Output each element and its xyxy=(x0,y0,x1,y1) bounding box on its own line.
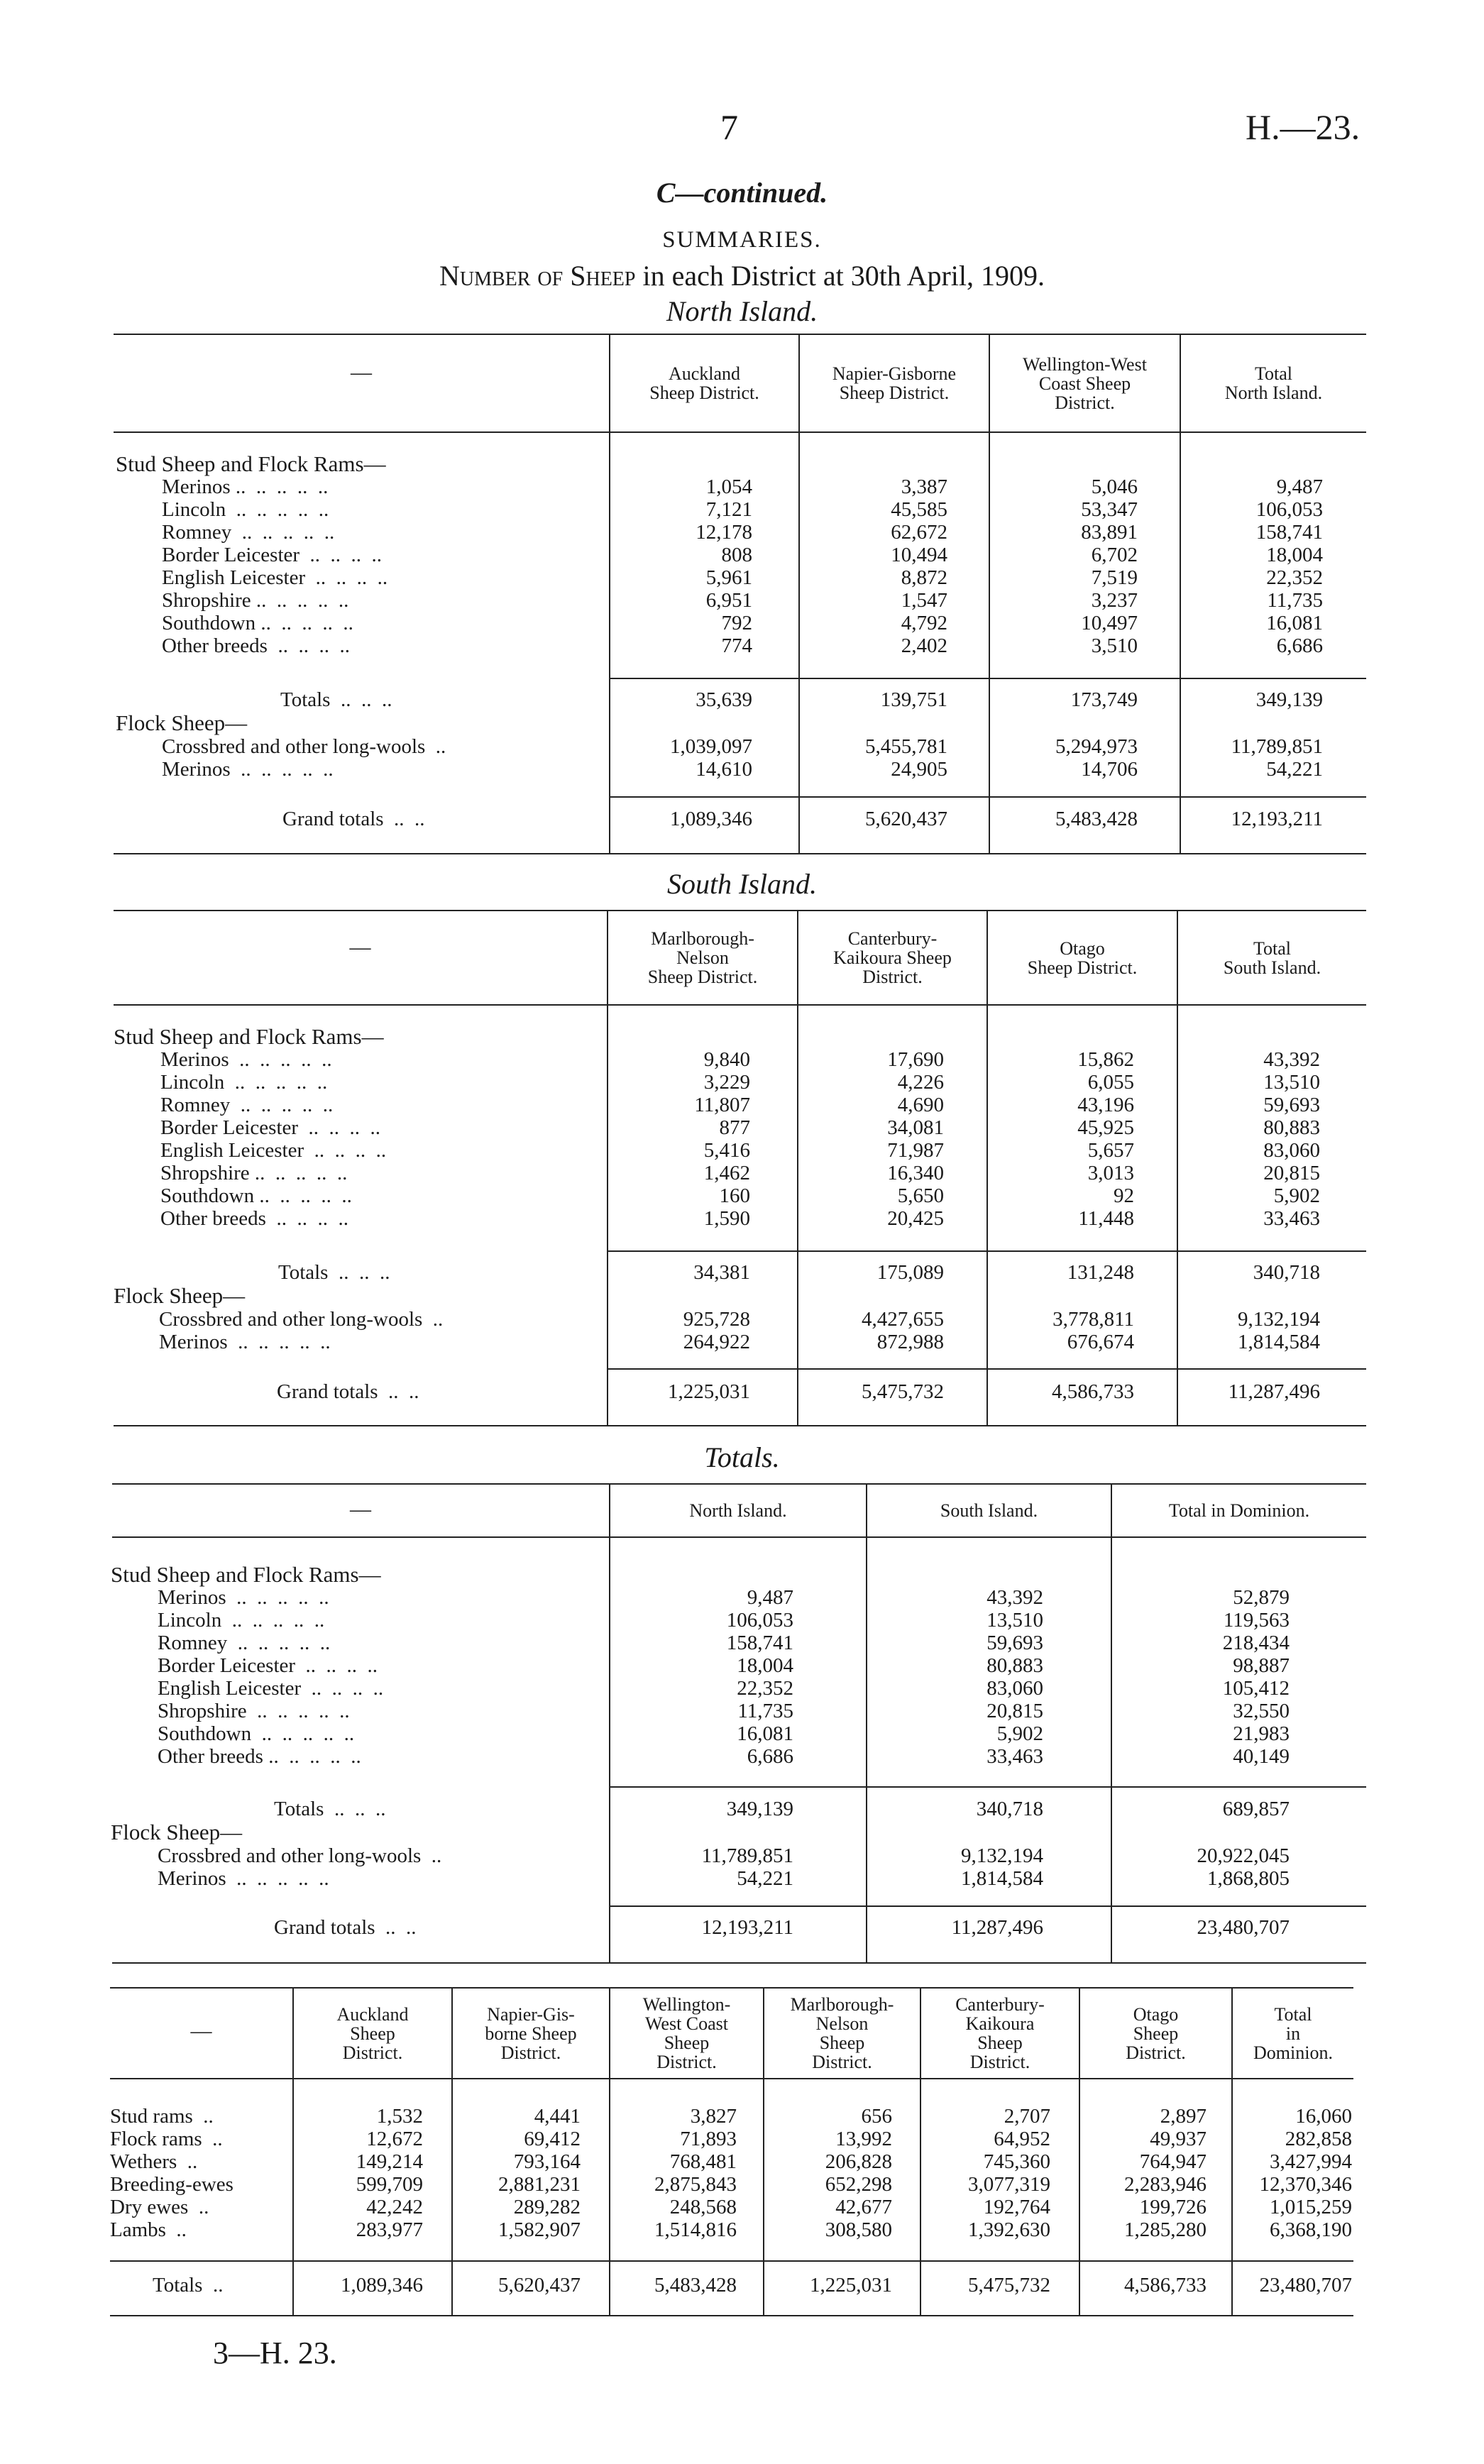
cell: 3,229 xyxy=(703,1071,750,1094)
cell: 5,483,428 xyxy=(1055,808,1138,830)
row-label: Wethers .. xyxy=(110,2150,198,2173)
south-flock-heading: Flock Sheep— xyxy=(114,1283,246,1308)
row-label: Other breeds .. .. .. .. xyxy=(162,634,350,657)
row-label: Merinos .. .. .. .. .. xyxy=(158,1586,329,1609)
cell: 149,214 xyxy=(356,2150,423,2173)
cell: 43,392 xyxy=(1263,1048,1320,1071)
row-label: Southdown .. .. .. .. .. xyxy=(158,1722,355,1745)
row-label: Crossbred and other long-wools .. xyxy=(159,1308,444,1331)
cell: 192,764 xyxy=(983,2196,1050,2218)
row-label: English Leicester .. .. .. .. xyxy=(160,1139,387,1162)
row-label: Crossbred and other long-wools .. xyxy=(158,1844,442,1867)
cell: 792 xyxy=(721,612,752,634)
cell: 33,463 xyxy=(986,1745,1043,1768)
north-stud-heading: Stud Sheep and Flock Rams— xyxy=(116,451,386,476)
dominion-header-wellington: Wellington- West Coast Sheep District. xyxy=(642,1994,731,2072)
cell: 11,287,496 xyxy=(1228,1380,1320,1403)
dominion-blank-header: — xyxy=(190,2019,212,2042)
cell: 23,480,707 xyxy=(1197,1916,1290,1939)
row-label: Merinos .. .. .. .. .. xyxy=(160,1048,332,1071)
cell: 4,226 xyxy=(897,1071,944,1094)
cell: 340,718 xyxy=(976,1798,1043,1820)
cell: 106,053 xyxy=(726,1609,793,1632)
cell: 62,672 xyxy=(891,521,947,544)
cell: 14,706 xyxy=(1081,758,1138,781)
row-label: Totals .. .. .. xyxy=(278,1261,390,1284)
cell: 64,952 xyxy=(994,2128,1050,2150)
cell: 12,178 xyxy=(696,521,752,544)
cell: 5,416 xyxy=(703,1139,750,1162)
south-blank-header: — xyxy=(349,935,371,959)
cell: 16,081 xyxy=(1266,612,1323,634)
row-label: Grand totals .. .. xyxy=(277,1380,419,1403)
cell: 11,807 xyxy=(694,1094,750,1116)
totals-flock-heading: Flock Sheep— xyxy=(111,1820,243,1844)
cell: 289,282 xyxy=(513,2196,581,2218)
summaries-heading: SUMMARIES. xyxy=(662,227,822,253)
row-label: Other breeds .. .. .. .. xyxy=(160,1207,348,1230)
cell: 764,947 xyxy=(1139,2150,1207,2173)
cell: 34,081 xyxy=(887,1116,944,1139)
row-label: Southdown .. .. .. .. .. xyxy=(160,1184,352,1207)
cell: 349,139 xyxy=(1255,688,1323,711)
cell: 1,392,630 xyxy=(968,2218,1050,2241)
cell: 1,039,097 xyxy=(670,735,752,758)
cell: 652,298 xyxy=(825,2173,892,2196)
cell: 20,815 xyxy=(1263,1162,1320,1184)
cell: 21,983 xyxy=(1233,1722,1290,1745)
cell: 206,828 xyxy=(825,2150,892,2173)
row-label: Romney .. .. .. .. .. xyxy=(160,1094,334,1116)
dominion-header-auckland: Auckland Sheep District. xyxy=(336,2003,409,2063)
cell: 35,639 xyxy=(696,688,752,711)
totals-blank-header: — xyxy=(350,1497,371,1521)
cell: 12,193,211 xyxy=(1231,808,1323,830)
cell: 4,690 xyxy=(897,1094,944,1116)
cell: 13,510 xyxy=(986,1609,1043,1632)
cell: 4,427,655 xyxy=(862,1308,944,1331)
cell: 18,004 xyxy=(1266,544,1323,566)
dominion-header-marlborough: Marlborough- Nelson Sheep District. xyxy=(790,1994,894,2072)
row-label: Merinos .. .. .. .. .. xyxy=(158,1867,329,1890)
cell: 1,285,280 xyxy=(1124,2218,1207,2241)
cell: 9,840 xyxy=(703,1048,750,1071)
cell: 3,827 xyxy=(690,2105,737,2128)
cell: 17,690 xyxy=(887,1048,944,1071)
cell: 5,620,437 xyxy=(865,808,947,830)
cell: 80,883 xyxy=(1263,1116,1320,1139)
cell: 2,402 xyxy=(901,634,947,657)
cell: 248,568 xyxy=(669,2196,737,2218)
cell: 1,089,346 xyxy=(341,2274,423,2297)
cell: 106,053 xyxy=(1255,498,1323,521)
cell: 6,368,190 xyxy=(1270,2218,1352,2241)
cell: 1,089,346 xyxy=(670,808,752,830)
cell: 656 xyxy=(861,2105,892,2128)
cell: 69,412 xyxy=(524,2128,581,2150)
cell: 45,925 xyxy=(1077,1116,1134,1139)
cell: 42,677 xyxy=(835,2196,892,2218)
cell: 20,425 xyxy=(887,1207,944,1230)
cell: 20,815 xyxy=(986,1700,1043,1722)
cell: 3,237 xyxy=(1091,589,1138,612)
cell: 3,778,811 xyxy=(1052,1308,1134,1331)
cell: 11,789,851 xyxy=(701,1844,793,1867)
cell: 6,055 xyxy=(1087,1071,1134,1094)
totals-subtitle: Totals. xyxy=(704,1441,780,1473)
cell: 2,875,843 xyxy=(654,2173,737,2196)
row-label: Lambs .. xyxy=(110,2218,187,2241)
cell: 49,937 xyxy=(1150,2128,1207,2150)
cell: 158,741 xyxy=(1255,521,1323,544)
cell: 43,392 xyxy=(986,1586,1043,1609)
cell: 59,693 xyxy=(1263,1094,1320,1116)
cell: 4,792 xyxy=(901,612,947,634)
cell: 340,718 xyxy=(1253,1261,1320,1284)
cell: 2,881,231 xyxy=(498,2173,581,2196)
row-label: Merinos .. .. .. .. .. xyxy=(162,758,334,781)
north-flock-heading: Flock Sheep— xyxy=(116,710,248,735)
cell: 8,872 xyxy=(901,566,947,589)
cell: 4,586,733 xyxy=(1052,1380,1134,1403)
cell: 768,481 xyxy=(669,2150,737,2173)
row-label: Breeding-ewes xyxy=(110,2173,233,2196)
south-header-marlborough: Marlborough- Nelson Sheep District. xyxy=(647,928,758,987)
cell: 13,992 xyxy=(835,2128,892,2150)
cell: 12,193,211 xyxy=(701,1916,793,1939)
cell: 282,858 xyxy=(1285,2128,1352,2150)
cell: 808 xyxy=(721,544,752,566)
cell: 23,480,707 xyxy=(1259,2274,1352,2297)
cell: 925,728 xyxy=(683,1308,750,1331)
cell: 1,590 xyxy=(703,1207,750,1230)
row-label: Lincoln .. .. .. .. .. xyxy=(162,498,329,521)
cell: 1,532 xyxy=(376,2105,423,2128)
cell: 774 xyxy=(721,634,752,657)
cell: 42,242 xyxy=(366,2196,423,2218)
cell: 59,693 xyxy=(986,1632,1043,1654)
cell: 11,789,851 xyxy=(1231,735,1323,758)
cell: 5,902 xyxy=(996,1722,1043,1745)
north-header-total: Total North Island. xyxy=(1224,363,1323,403)
north-header-napier: Napier-Gisborne Sheep District. xyxy=(832,363,957,403)
cell: 158,741 xyxy=(726,1632,793,1654)
cell: 22,352 xyxy=(1266,566,1323,589)
cell: 1,582,907 xyxy=(498,2218,581,2241)
cell: 199,726 xyxy=(1139,2196,1207,2218)
south-header-total: Total South Island. xyxy=(1223,937,1321,978)
south-header-canterbury: Canterbury- Kaikoura Sheep District. xyxy=(833,928,952,987)
row-label: Flock rams .. xyxy=(110,2128,223,2150)
row-label: English Leicester .. .. .. .. xyxy=(162,566,388,589)
totals-header-north: North Island. xyxy=(689,1500,787,1521)
row-label: Shropshire .. .. .. .. .. xyxy=(158,1700,350,1722)
cell: 5,620,437 xyxy=(498,2274,581,2297)
south-stud-heading: Stud Sheep and Flock Rams— xyxy=(114,1024,384,1049)
page-number: 7 xyxy=(720,107,738,147)
cell: 71,987 xyxy=(887,1139,944,1162)
cell: 4,441 xyxy=(534,2105,581,2128)
cell: 9,132,194 xyxy=(1238,1308,1320,1331)
cell: 308,580 xyxy=(825,2218,892,2241)
cell: 5,046 xyxy=(1091,475,1138,498)
row-label: Other breeds .. .. .. .. .. xyxy=(158,1745,361,1768)
cell: 264,922 xyxy=(683,1331,750,1353)
cell: 1,054 xyxy=(705,475,752,498)
cell: 793,164 xyxy=(513,2150,581,2173)
cell: 14,610 xyxy=(696,758,752,781)
cell: 83,060 xyxy=(1263,1139,1320,1162)
row-label: Merinos .. .. .. .. .. xyxy=(162,475,329,498)
cell: 52,879 xyxy=(1233,1586,1290,1609)
cell: 83,891 xyxy=(1081,521,1138,544)
cell: 80,883 xyxy=(986,1654,1043,1677)
cell: 53,347 xyxy=(1081,498,1138,521)
cell: 160 xyxy=(719,1184,750,1207)
title-rest: in each District at 30th April, 1909. xyxy=(635,260,1045,292)
cell: 11,735 xyxy=(1267,589,1323,612)
cell: 2,283,946 xyxy=(1124,2173,1207,2196)
cell: 1,462 xyxy=(703,1162,750,1184)
cell: 13,510 xyxy=(1263,1071,1320,1094)
cell: 6,951 xyxy=(705,589,752,612)
cell: 5,483,428 xyxy=(654,2274,737,2297)
cell: 2,897 xyxy=(1160,2105,1207,2128)
row-label: Crossbred and other long-wools .. xyxy=(162,735,446,758)
cell: 1,225,031 xyxy=(810,2274,892,2297)
cell: 32,550 xyxy=(1233,1700,1290,1722)
totals-header-dominion: Total in Dominion. xyxy=(1168,1500,1310,1521)
cell: 7,519 xyxy=(1091,566,1138,589)
row-label: Totals .. .. .. xyxy=(280,688,392,711)
cell: 877 xyxy=(719,1116,750,1139)
cell: 11,448 xyxy=(1078,1207,1134,1230)
cell: 16,060 xyxy=(1295,2105,1352,2128)
row-label: Dry ewes .. xyxy=(110,2196,209,2218)
cell: 1,814,584 xyxy=(1238,1331,1320,1353)
totals-header-south: South Island. xyxy=(940,1500,1038,1521)
cell: 1,814,584 xyxy=(961,1867,1043,1890)
cell: 283,977 xyxy=(356,2218,423,2241)
cell: 1,015,259 xyxy=(1270,2196,1352,2218)
south-header-otago: Otago Sheep District. xyxy=(1027,937,1138,978)
dominion-header-otago: Otago Sheep District. xyxy=(1126,2003,1186,2063)
cell: 10,494 xyxy=(891,544,947,566)
row-label: Border Leicester .. .. .. .. xyxy=(160,1116,381,1139)
cell: 5,294,973 xyxy=(1055,735,1138,758)
cell: 16,340 xyxy=(887,1162,944,1184)
row-label: Stud rams .. xyxy=(110,2105,214,2128)
north-island-subtitle: North Island. xyxy=(666,295,818,327)
cell: 11,735 xyxy=(737,1700,793,1722)
cell: 5,475,732 xyxy=(862,1380,944,1403)
cell: 689,857 xyxy=(1222,1798,1290,1820)
cell: 10,497 xyxy=(1081,612,1138,634)
cell: 6,686 xyxy=(1276,634,1323,657)
cell: 175,089 xyxy=(876,1261,944,1284)
title-small-caps: Number of Sheep xyxy=(439,260,636,292)
cell: 9,132,194 xyxy=(961,1844,1043,1867)
cell: 83,060 xyxy=(986,1677,1043,1700)
cell: 745,360 xyxy=(983,2150,1050,2173)
row-label: Shropshire .. .. .. .. .. xyxy=(160,1162,348,1184)
page-title xyxy=(0,259,1484,292)
row-label: Totals .. xyxy=(153,2274,224,2297)
cell: 12,672 xyxy=(366,2128,423,2150)
dominion-header-napier: Napier-Gis- borne Sheep District. xyxy=(485,2003,577,2063)
south-island-subtitle: South Island. xyxy=(666,868,818,900)
cell: 92 xyxy=(1114,1184,1134,1207)
cell: 33,463 xyxy=(1263,1207,1320,1230)
cell: 40,149 xyxy=(1233,1745,1290,1768)
cell: 5,650 xyxy=(897,1184,944,1207)
cell: 131,248 xyxy=(1067,1261,1134,1284)
cell: 9,487 xyxy=(747,1586,793,1609)
cell: 71,893 xyxy=(680,2128,737,2150)
row-label: Lincoln .. .. .. .. .. xyxy=(158,1609,325,1632)
continued-heading: C—continued. xyxy=(656,177,828,209)
cell: 3,427,994 xyxy=(1270,2150,1352,2173)
row-label: Southdown .. .. .. .. .. xyxy=(162,612,353,634)
cell: 24,905 xyxy=(891,758,947,781)
cell: 3,013 xyxy=(1087,1162,1134,1184)
cell: 6,702 xyxy=(1091,544,1138,566)
row-label: Border Leicester .. .. .. .. xyxy=(158,1654,378,1677)
cell: 5,902 xyxy=(1273,1184,1320,1207)
row-label: Border Leicester .. .. .. .. xyxy=(162,544,383,566)
cell: 98,887 xyxy=(1233,1654,1290,1677)
cell: 15,862 xyxy=(1077,1048,1134,1071)
cell: 139,751 xyxy=(880,688,947,711)
cell: 9,487 xyxy=(1276,475,1323,498)
cell: 22,352 xyxy=(737,1677,793,1700)
cell: 173,749 xyxy=(1070,688,1138,711)
cell: 5,455,781 xyxy=(865,735,947,758)
cell: 1,547 xyxy=(901,589,947,612)
row-label: Lincoln .. .. .. .. .. xyxy=(160,1071,328,1094)
cell: 105,412 xyxy=(1222,1677,1290,1700)
cell: 6,686 xyxy=(747,1745,793,1768)
page-footer: 3—H. 23. xyxy=(213,2336,337,2370)
cell: 218,434 xyxy=(1222,1632,1290,1654)
cell: 4,586,733 xyxy=(1124,2274,1207,2297)
cell: 16,081 xyxy=(737,1722,793,1745)
dominion-header-total: Total in Dominion. xyxy=(1253,2003,1333,2063)
cell: 5,475,732 xyxy=(968,2274,1050,2297)
cell: 18,004 xyxy=(737,1654,793,1677)
north-header-auckland: Auckland Sheep District. xyxy=(649,363,759,403)
cell: 12,370,346 xyxy=(1259,2173,1352,2196)
cell: 11,287,496 xyxy=(951,1916,1043,1939)
cell: 3,387 xyxy=(901,475,947,498)
row-label: Grand totals .. .. xyxy=(274,1916,417,1939)
cell: 599,709 xyxy=(356,2173,423,2196)
cell: 3,510 xyxy=(1091,634,1138,657)
cell: 1,225,031 xyxy=(668,1380,750,1403)
cell: 349,139 xyxy=(726,1798,793,1820)
cell: 1,514,816 xyxy=(654,2218,737,2241)
row-label: Romney .. .. .. .. .. xyxy=(162,521,335,544)
row-label: Grand totals .. .. xyxy=(282,808,425,830)
cell: 676,674 xyxy=(1067,1331,1134,1353)
row-label: Merinos .. .. .. .. .. xyxy=(159,1331,331,1353)
cell: 5,961 xyxy=(705,566,752,589)
cell: 872,988 xyxy=(876,1331,944,1353)
cell: 1,868,805 xyxy=(1207,1867,1290,1890)
row-label: Romney .. .. .. .. .. xyxy=(158,1632,331,1654)
cell: 34,381 xyxy=(693,1261,750,1284)
cell: 43,196 xyxy=(1077,1094,1134,1116)
row-label: English Leicester .. .. .. .. xyxy=(158,1677,384,1700)
north-blank-header: — xyxy=(351,361,372,384)
north-header-wellington: Wellington-West Coast Sheep District. xyxy=(1023,353,1147,413)
cell: 54,221 xyxy=(737,1867,793,1890)
cell: 45,585 xyxy=(891,498,947,521)
cell: 7,121 xyxy=(705,498,752,521)
cell: 5,657 xyxy=(1087,1139,1134,1162)
cell: 20,922,045 xyxy=(1197,1844,1290,1867)
cell: 2,707 xyxy=(1004,2105,1050,2128)
cell: 3,077,319 xyxy=(968,2173,1050,2196)
row-label: Totals .. .. .. xyxy=(274,1798,386,1820)
cell: 119,563 xyxy=(1223,1609,1290,1632)
row-label: Shropshire .. .. .. .. .. xyxy=(162,589,349,612)
document-code: H.—23. xyxy=(1246,107,1361,147)
cell: 54,221 xyxy=(1266,758,1323,781)
totals-stud-heading: Stud Sheep and Flock Rams— xyxy=(111,1562,381,1587)
dominion-header-canterbury: Canterbury- Kaikoura Sheep District. xyxy=(955,1994,1045,2072)
